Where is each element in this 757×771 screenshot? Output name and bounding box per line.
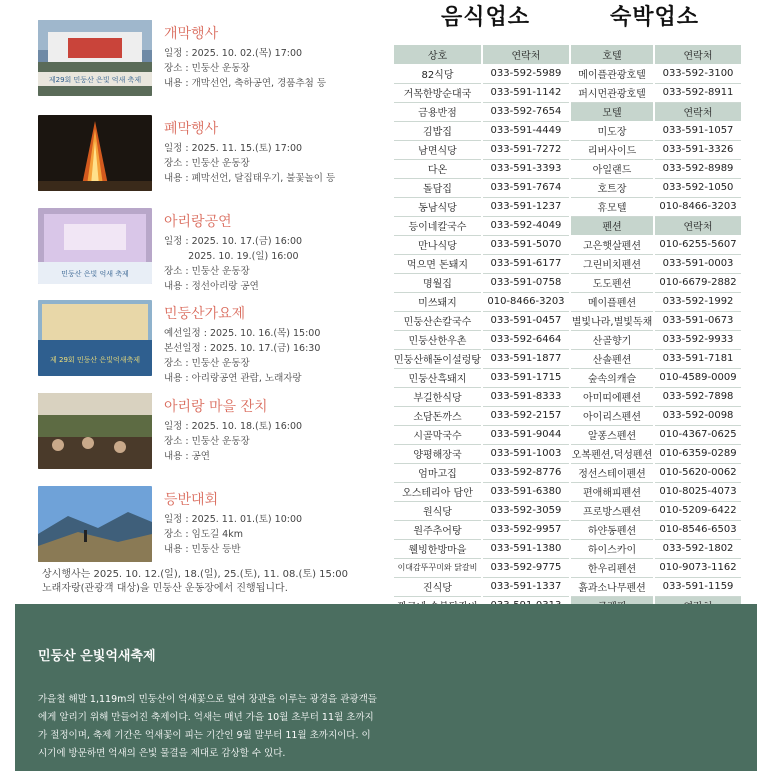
table-row [394,425,569,444]
phone-number: 033-592-9775 [482,558,569,577]
table-row [394,463,569,482]
table-row [394,406,569,425]
table-row [394,83,569,102]
table-row [571,406,741,425]
food-section-title: 음식업소 [441,5,531,30]
table-row [571,121,741,140]
table-row [394,216,569,235]
business-name: 부길한식당 [394,387,482,406]
table-row [394,159,569,178]
event-photo-closing [38,115,152,191]
phone-number: 033-592-9957 [482,520,569,539]
table-row [571,292,741,311]
business-name: 편애해피펜션 [571,482,654,501]
business-name: 엄마고집 [394,463,482,482]
phone-number: 033-592-3059 [482,501,569,520]
phone-number: 033-592-7898 [654,387,741,406]
table-row [571,463,741,482]
business-name: 정선스테이펜션 [571,463,654,482]
table-row [394,577,569,596]
note-line: 상시행사는 2025. 10. 12.(일), 18.(일), 25.(토), 11. 08.(토) 15:00 [42,569,348,580]
business-name: 메이플펜션 [571,292,654,311]
business-name: 흙과소나무펜션 [571,577,654,596]
table-row [571,311,741,330]
table-row [571,444,741,463]
table-row [394,311,569,330]
business-name: 리버사이드 [571,140,654,159]
business-name: 만나식당 [394,235,482,254]
business-name: 아미띠에펜션 [571,387,654,406]
column-header-phone: 연락처 [654,216,741,235]
phone-number: 033-591-1715 [482,368,569,387]
table-row [394,444,569,463]
lodging-section-title: 숙박업소 [610,5,700,30]
phone-number: 010-8025-4073 [654,482,741,501]
business-name: 민둥산한우촌 [394,330,482,349]
table-row [571,330,741,349]
phone-number: 033-592-2157 [482,406,569,425]
phone-number: 010-8466-3203 [654,197,741,216]
table-row [571,558,741,577]
table-row [394,235,569,254]
phone-number: 033-592-8989 [654,159,741,178]
phone-number: 033-591-0758 [482,273,569,292]
table-row [394,539,569,558]
business-name: 그린비치펜션 [571,254,654,273]
table-row [571,83,741,102]
phone-number: 033-591-4449 [482,121,569,140]
business-name: 도도펜션 [571,273,654,292]
column-header-name: 호텔 [571,45,654,64]
business-name: 이대감뚜꾸미와 닭갈비 [394,558,482,577]
table-row [571,539,741,558]
business-name: 퍼시먼관광호텔 [571,83,654,102]
phone-number: 033-591-1159 [654,577,741,596]
business-name: 민둥산해돋이설렁탕 [394,349,482,368]
business-name: 다온 [394,159,482,178]
business-name: 고은햇살펜션 [571,235,654,254]
note-line: 노래자랑(관광객 대상)을 민둥산 운동장에서 진행됩니다. [42,583,288,594]
event-details: 일정 : 2025. 11. 01.(토) 10:00 장소 : 임도길 4km 내용 : 민둥산 등반 [164,514,303,555]
table-row [394,273,569,292]
phone-number: 033-592-1992 [654,292,741,311]
business-name: 아일랜드 [571,159,654,178]
table-row [571,577,741,596]
business-name: 호트장 [571,178,654,197]
business-name: 미도장 [571,121,654,140]
phone-number: 033-592-8776 [482,463,569,482]
column-header-name: 모텔 [571,102,654,121]
food-directory-table [394,45,569,635]
table-row [394,482,569,501]
phone-number: 033-592-7654 [482,102,569,121]
phone-number: 010-9073-1162 [654,558,741,577]
business-name: 소담돈까스 [394,406,482,425]
business-name: 산골향기 [571,330,654,349]
phone-number: 010-8546-6503 [654,520,741,539]
table-row [394,254,569,273]
phone-number: 033-591-0457 [482,311,569,330]
business-name: 민둥산손칼국수 [394,311,482,330]
phone-number: 033-591-6380 [482,482,569,501]
table-row [571,235,741,254]
column-header-phone: 연락처 [482,45,569,64]
event-banner: 제29회 민둥산 은빛 억새 축제 [48,76,142,84]
phone-number: 033-591-0003 [654,254,741,273]
phone-number: 033-592-4049 [482,216,569,235]
table-row [394,368,569,387]
phone-number: 033-591-1337 [482,577,569,596]
phone-number: 010-8466-3203 [482,292,569,311]
business-name: 명월집 [394,273,482,292]
phone-number: 033-592-8911 [654,83,741,102]
event-title: 개막행사 [164,26,219,42]
phone-number: 010-4367-0625 [654,425,741,444]
table-header-row [394,45,569,64]
festival-info-title: 민둥산 은빛억새축제 [38,649,156,664]
phone-number: 033-591-1057 [654,121,741,140]
business-name: 거목한방순대국 [394,83,482,102]
event-title: 아리랑 마을 잔치 [164,399,268,415]
business-name: 아이리스펜션 [571,406,654,425]
business-name: 하이스카이 [571,539,654,558]
business-name: 양평해장국 [394,444,482,463]
table-row [394,121,569,140]
table-row [394,178,569,197]
event-banner: 제 29회 민둥산 은빛억새축제 [50,356,140,364]
event-details: 일정 : 2025. 10. 02.(목) 17:00 장소 : 민둥산 운동장 내용 : 개막선언, 축하공연, 경품추첨 등 [164,48,326,89]
column-header-phone: 연락처 [654,102,741,121]
phone-number: 033-592-1802 [654,539,741,558]
table-row [394,520,569,539]
phone-number: 033-591-6177 [482,254,569,273]
event-details: 일정 : 2025. 10. 18.(토) 16:00 장소 : 민둥산 운동장 내용 : 공연 [164,421,303,462]
phone-number: 033-591-0673 [654,311,741,330]
business-name: 알퐁스펜션 [571,425,654,444]
phone-number: 010-6359-0289 [654,444,741,463]
event-photo-village-party [38,393,152,469]
business-name: 숲속의캐슬 [571,368,654,387]
business-name: 오스테리아 담안 [394,482,482,501]
business-name: 남면식당 [394,140,482,159]
phone-number: 033-591-1237 [482,197,569,216]
business-name: 하얀동펜션 [571,520,654,539]
table-row [571,159,741,178]
phone-number: 033-591-1142 [482,83,569,102]
event-photo-hiking [38,486,152,562]
table-row [571,140,741,159]
business-name: 원주추어탕 [394,520,482,539]
lodging-directory-table [571,45,741,635]
table-row [394,558,569,577]
table-row [571,520,741,539]
phone-number: 033-592-6464 [482,330,569,349]
business-name: 별빛나라,별빛독채 [571,311,654,330]
table-row [571,482,741,501]
business-name: 진식당 [394,577,482,596]
business-name: 원식당 [394,501,482,520]
phone-number: 033-591-1877 [482,349,569,368]
business-name: 시골막국수 [394,425,482,444]
business-name: 돌담집 [394,178,482,197]
festival-info-body: 가을철 해발 1,119m의 민둥산이 억새꽃으로 덮여 장관을 이루는 광경을 관광객들에게 알리기 위해 만들어진 축제이다. 억새는 매년 가을 10월 초부터 11월 초까지가 절정이며, 축제 기간은 억새꽃이 피는 기간인 9월 말부터 11월 초까지이다. 이 시기에 방문하면 억새의 은빛 물결을 제대로 감상할 수 있다. [38,694,377,759]
phone-number: 010-6255-5607 [654,235,741,254]
table-row [394,197,569,216]
event-title: 아리랑공연 [164,214,232,230]
phone-number: 033-591-1003 [482,444,569,463]
event-details: 일정 : 2025. 11. 15.(토) 17:00 장소 : 민둥산 운동장 내용 : 폐막선언, 달집태우기, 불꽃놀이 등 [164,143,336,184]
phone-number: 033-592-9933 [654,330,741,349]
table-row [571,254,741,273]
business-name: 82식당 [394,64,482,83]
phone-number: 033-592-1050 [654,178,741,197]
regular-events-note [42,568,348,596]
table-row [394,292,569,311]
phone-number: 033-592-3100 [654,64,741,83]
event-title: 폐막행사 [164,121,219,137]
event-details: 일정 : 2025. 10. 17.(금) 16:00 2025. 10. 19.(일) 16:00 장소 : 민둥산 운동장 내용 : 정선아리랑 공연 [164,236,303,292]
table-row [571,368,741,387]
phone-number: 033-591-7272 [482,140,569,159]
business-name: 휴모텔 [571,197,654,216]
business-name: 웰빙한방마을 [394,539,482,558]
table-row [571,178,741,197]
phone-number: 033-591-3393 [482,159,569,178]
phone-number: 033-591-7674 [482,178,569,197]
business-name: 미쓰돼지 [394,292,482,311]
business-name: 메이플관광호텔 [571,64,654,83]
business-name: 민둥산흑돼지 [394,368,482,387]
business-name: 산솔펜션 [571,349,654,368]
table-row [571,501,741,520]
phone-number: 033-592-5989 [482,64,569,83]
table-row [571,273,741,292]
table-row [394,330,569,349]
business-name: 금용반점 [394,102,482,121]
business-name: 프로방스펜션 [571,501,654,520]
business-name: 먹으면 돈돼지 [394,254,482,273]
table-header-row [571,102,741,121]
business-name: 등이네칼국수 [394,216,482,235]
phone-number: 010-6679-2882 [654,273,741,292]
table-row [571,425,741,444]
table-header-row [571,216,741,235]
table-row [571,64,741,83]
phone-number: 033-592-0098 [654,406,741,425]
phone-number: 010-5620-0062 [654,463,741,482]
table-row [571,349,741,368]
table-row [394,501,569,520]
event-title: 민둥산가요제 [164,306,246,322]
table-row [571,197,741,216]
event-details: 예선일정 : 2025. 10. 16.(목) 15:00 본선일정 : 2025. 10. 17.(금) 16:30 장소 : 민둥산 운동장 내용 : 아리랑공연 관람, 노래자랑 [164,328,321,384]
business-name: 동남식당 [394,197,482,216]
table-header-row [571,45,741,64]
phone-number: 010-5209-6422 [654,501,741,520]
phone-number: 033-591-9044 [482,425,569,444]
table-row [394,64,569,83]
business-name: 한우리펜션 [571,558,654,577]
table-row [394,140,569,159]
column-header-phone: 연락처 [654,45,741,64]
phone-number: 033-591-7181 [654,349,741,368]
event-banner: 민둥산 은빛 억새 축제 [61,270,129,278]
event-title: 등반대회 [164,492,219,508]
column-header-name: 펜션 [571,216,654,235]
phone-number: 010-4589-0009 [654,368,741,387]
phone-number: 033-591-8333 [482,387,569,406]
column-header-name: 상호 [394,45,482,64]
business-name: 김밥집 [394,121,482,140]
table-row [394,349,569,368]
event-photo-opening [38,20,152,96]
event-photo-song-contest [38,300,152,376]
phone-number: 033-591-5070 [482,235,569,254]
table-row [394,387,569,406]
table-row [571,387,741,406]
table-row [394,102,569,121]
phone-number: 033-591-1380 [482,539,569,558]
event-photo-arirang-performance [38,208,152,284]
phone-number: 033-591-3326 [654,140,741,159]
business-name: 오복펜션,덕성펜션 [571,444,654,463]
festival-info-panel [15,604,757,771]
